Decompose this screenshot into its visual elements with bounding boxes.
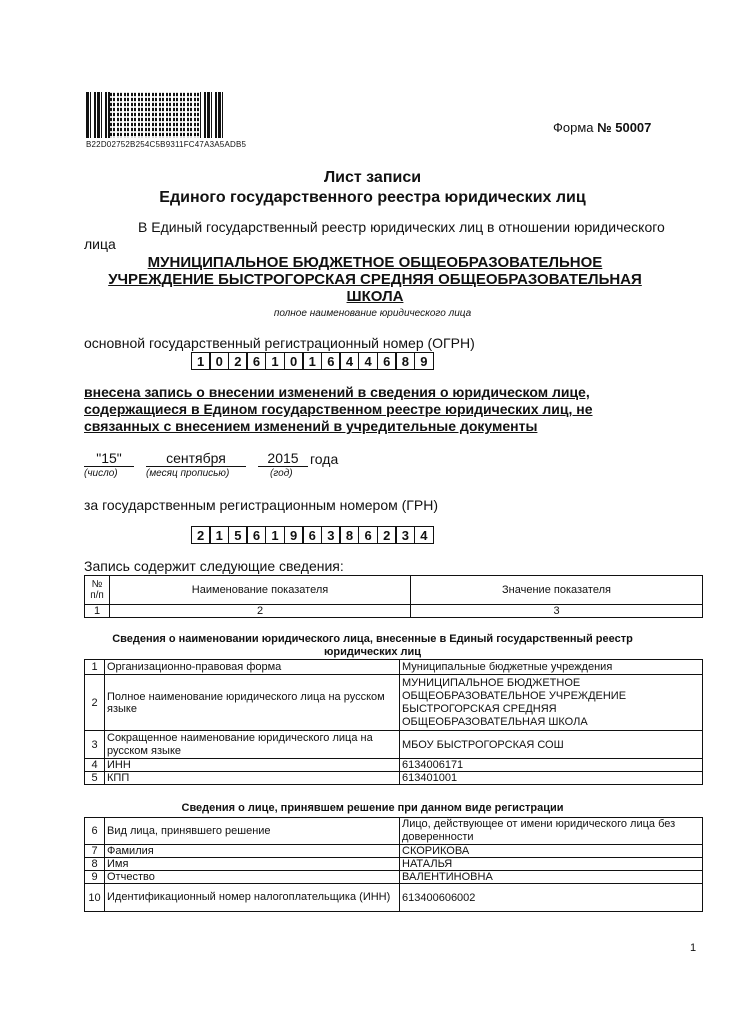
record-line-3: связанных с внесением изменений в учредительные документы (84, 418, 538, 434)
section2-table (84, 817, 703, 912)
row-value: МБОУ БЫСТРОГОРСКАЯ СОШ (400, 731, 703, 759)
grn-digit-box: 4 (414, 526, 434, 544)
date-day: "15" (84, 450, 134, 467)
form-number-value: № 50007 (597, 120, 652, 135)
row-name: Организационно-правовая форма (105, 660, 400, 675)
section1-title-line-2: юридических лиц (323, 646, 422, 658)
table-row (85, 731, 703, 759)
ogrn-digit-box: 1 (265, 352, 285, 370)
ogrn-label: основной государственный регистрационный номер (ОГРН) (84, 335, 475, 351)
grn-digit-box: 3 (395, 526, 415, 544)
grn-digit-box: 6 (358, 526, 378, 544)
title-line-2: Единого государственного реестра юридических лиц (159, 189, 586, 206)
header-num-2: 2 (110, 605, 411, 618)
grn-digit-box: 1 (265, 526, 285, 544)
title-line-1: Лист записи (323, 169, 422, 186)
table-row (85, 818, 703, 845)
row-name: Вид лица, принявшего решение (105, 818, 400, 845)
grn-digit-box: 6 (246, 526, 266, 544)
ogrn-digit-box: 4 (339, 352, 359, 370)
entity-name-line-1: МУНИЦИПАЛЬНОЕ БЮДЖЕТНОЕ ОБЩЕОБРАЗОВАТЕЛЬНОЕ (147, 254, 603, 271)
row-name: Фамилия (105, 845, 400, 858)
date-year: 2015 (258, 450, 308, 467)
row-number: 6 (85, 818, 105, 845)
row-name: КПП (105, 772, 400, 785)
grn-digit-box: 6 (302, 526, 322, 544)
section1-title (0, 633, 745, 659)
form-label: Форма (553, 120, 594, 135)
row-value: НАТАЛЬЯ (400, 858, 703, 871)
row-number: 3 (85, 731, 105, 759)
row-name: Отчество (105, 871, 400, 884)
section1-table (84, 659, 703, 785)
table-row (85, 660, 703, 675)
table-row (85, 871, 703, 884)
entity-name-line-3: ШКОЛА (346, 288, 404, 305)
header-col-name: Наименование показателя (110, 576, 411, 605)
ogrn-digit-box: 6 (246, 352, 266, 370)
ogrn-digit-box: 1 (302, 352, 322, 370)
header-col-number: № п/п (85, 576, 110, 605)
row-value: СКОРИКОВА (400, 845, 703, 858)
date-month-caption: (месяц прописью) (146, 468, 230, 479)
form-number (553, 120, 651, 135)
row-value: Муниципальные бюджетные учреждения (400, 660, 703, 675)
grn-digit-box: 2 (191, 526, 211, 544)
record-line-2: содержащиеся в Едином государственном реестре юридических лиц, не (84, 401, 593, 417)
row-number: 5 (85, 772, 105, 785)
ogrn-digit-box: 6 (321, 352, 341, 370)
header-num-3: 3 (411, 605, 703, 618)
row-value: ВАЛЕНТИНОВНА (400, 871, 703, 884)
row-number: 9 (85, 871, 105, 884)
contents-header-table (84, 575, 703, 618)
row-name: Имя (105, 858, 400, 871)
row-number: 4 (85, 759, 105, 772)
entity-name-caption: полное наименование юридического лица (273, 308, 472, 319)
ogrn-digit-box: 4 (358, 352, 378, 370)
header-num-1: 1 (85, 605, 110, 618)
barcode-code: B22D02752B254C5B9311FC47A3A5ADB5 (86, 140, 247, 149)
date-year-caption: (год) (270, 468, 293, 479)
row-name: ИНН (105, 759, 400, 772)
page-number: 1 (690, 942, 697, 954)
row-value: 6134006171 (400, 759, 703, 772)
contents-label: Запись содержит следующие сведения: (84, 558, 344, 574)
record-line-1: внесена запись о внесении изменений в сведения о юридическом лице, (84, 384, 590, 400)
grn-label: за государственным регистрационным номером (ГРН) (84, 497, 438, 513)
record-description (84, 384, 704, 435)
row-value: МУНИЦИПАЛЬНОЕ БЮДЖЕТНОЕ ОБЩЕОБРАЗОВАТЕЛЬНОЕ УЧРЕЖДЕНИЕ БЫСТРОГОРСКАЯ СРЕДНЯЯ ОБЩЕОБРАЗОВАТЕЛЬНАЯ ШКОЛА (400, 675, 703, 731)
row-value: Лицо, действующее от имени юридического лица без доверенности (400, 818, 703, 845)
table-row (85, 772, 703, 785)
grn-digit-box: 1 (209, 526, 229, 544)
row-number: 7 (85, 845, 105, 858)
entity-name-line-2: УЧРЕЖДЕНИЕ БЫСТРОГОРСКАЯ СРЕДНЯЯ ОБЩЕОБРАЗОВАТЕЛЬНАЯ (108, 271, 642, 288)
header-col-value: Значение показателя (411, 576, 703, 605)
ogrn-digit-box: 8 (395, 352, 415, 370)
table-row (85, 759, 703, 772)
row-number: 10 (85, 884, 105, 912)
grn-digit-box: 5 (228, 526, 248, 544)
grn-digit-box: 8 (339, 526, 359, 544)
table-row (85, 845, 703, 858)
grn-digit-box: 9 (284, 526, 304, 544)
row-value: 613400606002 (400, 884, 703, 912)
table-row (85, 858, 703, 871)
row-number: 2 (85, 675, 105, 731)
grn-digit-box: 2 (377, 526, 397, 544)
intro-line-1: В Единый государственный реестр юридических лиц в отношении юридического (138, 219, 665, 235)
row-name: Полное наименование юридического лица на русском языке (105, 675, 400, 731)
table-row (85, 675, 703, 731)
ogrn-digit-box: 9 (414, 352, 434, 370)
grn-digit-box: 3 (321, 526, 341, 544)
row-number: 8 (85, 858, 105, 871)
row-name: Сокращенное наименование юридического лица на русском языке (105, 731, 400, 759)
ogrn-digit-box: 0 (209, 352, 229, 370)
row-name: Идентификационный номер налогоплательщика (ИНН) (105, 884, 400, 912)
section2-title: Сведения о лице, принявшем решение при данном виде регистрации (181, 802, 564, 814)
ogrn-digit-box: 0 (284, 352, 304, 370)
row-number: 1 (85, 660, 105, 675)
ogrn-digits (192, 352, 434, 370)
intro-line-2: лица (84, 236, 116, 252)
date-year-suffix: года (310, 451, 339, 467)
date-day-caption: (число) (84, 468, 118, 479)
row-value: 613401001 (400, 772, 703, 785)
ogrn-digit-box: 1 (191, 352, 211, 370)
section1-title-line-1: Сведения о наименовании юридического лица, внесенные в Единый государственный реестр (112, 633, 633, 645)
date-month: сентября (146, 450, 246, 467)
ogrn-digit-box: 6 (377, 352, 397, 370)
grn-digits (192, 526, 434, 544)
entity-full-name (95, 254, 655, 305)
ogrn-digit-box: 2 (228, 352, 248, 370)
table-row (85, 884, 703, 912)
barcode-image (86, 92, 224, 138)
